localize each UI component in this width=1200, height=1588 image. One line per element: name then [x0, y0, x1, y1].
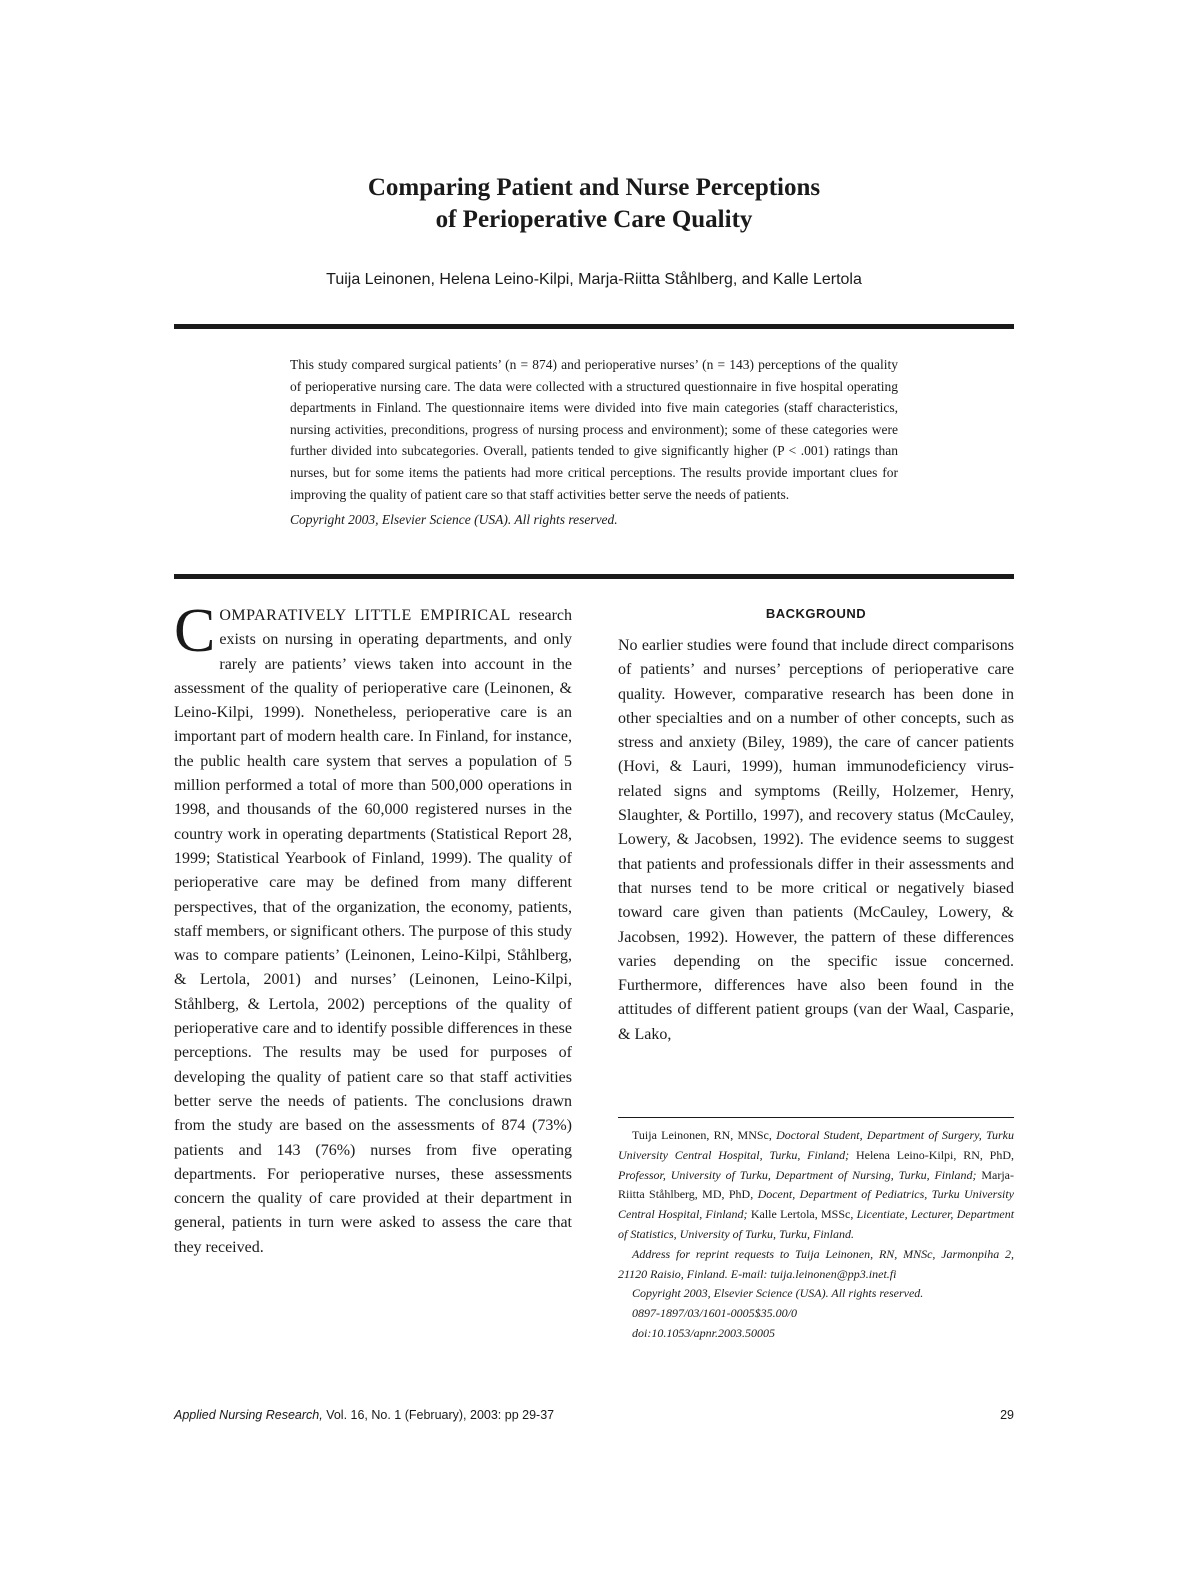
abstract-text: This study compared surgical patients’ (n = 874) and perioperative nurses’ (n = 143) perceptions of the quality of perioperative nursing care. The data were collected with a structured questionnaire in five hospital operating departments in Finland. The questionnaire items were divided into five main categories (staff characteristics, nursing activities, preconditions, progress of nursing process and environment); some of these categories were further divided into subcategories. Overall, patients tended to give significantly higher (P < .001) ratings than nurses, but for some items the patients had more critical perceptions. The results provide important clues for improving the quality of patient care so that staff activities better serve the needs of patients. [290, 357, 898, 502]
reprint-address: Address for reprint requests to Tuija Leinonen, RN, MNSc, Jarmonpiha 2, 21120 Raisio, Finland. E-mail: tuija.leinonen@pp3.inet.fi [618, 1246, 1014, 1281]
abstract [290, 354, 898, 531]
affil-1-role: Doctoral Student, Department of Surgery, Turku University Central Hospital, Turku, Finland; [618, 1128, 1015, 1162]
intro-text: research exists on nursing in operating departments, and only rarely are patients’ views taken into account in the assessment of the quality of perioperative care (Leinonen, & Leino-Kilpi, 1999). Nonetheless, perioperative care is an important part of modern health care. In Finland, for instance, the public health care system that serves a population of 5 million performed a total of more than 500,000 operations in 1998, and thousands of the 60,000 registered nurses in the country work in operating departments (Statistical Report 28, 1999; Statistical Yearbook of Finland, 1999). The quality of perioperative care may be defined from many different perspectives, that of the organization, the economy, patients, staff members, or significant others. The purpose of this study was to compare patients’ (Leinonen, Leino-Kilpi, Ståhlberg, & Lertola, 2001) and nurses’ (Leinonen, Leino-Kilpi, Ståhlberg, & Lertola, 2002) perceptions of the quality of perioperative care and to identify possible differences in these perceptions. The results may be used for purposes of developing the quality of patient care so that staff activities better serve the needs of patients. The conclusions drawn from the study are based on the assessments of 874 (73%) patients and 143 (76%) nurses from five operating departments. For perioperative nurses, these assessments concern the quality of care provided at their department in general, patients in turn were asked to assess the care that they received. [174, 607, 573, 1256]
background-paragraph: No earlier studies were found that include direct comparisons of patients’ and nurses’ perceptions of perioperative care quality. However, comparative research has been done in other specialties and on a number of other concepts, such as stress and anxiety (Biley, 1989), the care of cancer patients (Hovi, & Lauri, 1999), human immunodeficiency virus-related signs and symptoms (Reilly, Holzemer, Henry, Slaughter, & Portillo, 1997), and recovery status (McCauley, Lowery, & Jacobsen, 1992). The evidence seems to suggest that patients and professionals differ in their assessments and that nurses tend to be more critical or negatively biased toward care given than patients (McCauley, Lowery, & Jacobsen, 1992). However, the pattern of these differences varies depending on the specific issue concerned. Furthermore, differences have also been found in the attitudes of different patient groups (van der Waal, Casparie, & Lako, [618, 637, 1014, 1043]
footnote-copyright: Copyright 2003, Elsevier Science (USA). All rights reserved. [632, 1286, 924, 1301]
page-footer [174, 1406, 1014, 1424]
top-rule [174, 324, 1014, 329]
intro-paragraph [174, 597, 573, 1260]
abstract-bottom-rule [174, 574, 1014, 579]
affil-3-role: Docent, Department of Pediatrics, Turku University Central Hospital, Finland; [618, 1187, 1014, 1222]
intro-lead: OMPARATIVELY LITTLE EMPIRICAL [219, 607, 511, 624]
journal-name: Applied Nursing Research, [174, 1408, 323, 1422]
article-title [0, 172, 1188, 236]
doi-line: doi:10.1053/apnr.2003.50005 [632, 1325, 776, 1340]
affil-1-name: Tuija Leinonen, RN, MNSc, [632, 1128, 772, 1142]
author-footnote [618, 1126, 1014, 1344]
title-line-1: Comparing Patient and Nurse Perceptions [367, 174, 821, 201]
right-column [618, 604, 1014, 1047]
abstract-copyright: Copyright 2003, Elsevier Science (USA). All rights reserved. [290, 512, 618, 528]
author-list: Tuija Leinonen, Helena Leino-Kilpi, Marja-Riitta Ståhlberg, and Kalle Lertola [326, 271, 862, 288]
issn-line: 0897-1897/03/1601-0005$35.00/0 [632, 1306, 797, 1321]
affil-4-role: Licentiate, Lecturer, Department of Statistics, University of Turku, Turku, Finland. [618, 1207, 1015, 1241]
affil-2-name: Helena Leino-Kilpi, RN, PhD, [855, 1147, 1014, 1162]
drop-cap: C [174, 597, 216, 665]
section-heading-background: BACKGROUND [765, 606, 867, 621]
affil-2-role: Professor, University of Turku, Department of Nursing, Turku, Finland; [618, 1167, 977, 1182]
footnote-rule [618, 1117, 1014, 1118]
citation: Vol. 16, No. 1 (February), 2003: pp 29-37 [326, 1408, 555, 1422]
affil-3-name: Marja-Riitta Ståhlberg, MD, PhD, [618, 1167, 1015, 1202]
title-line-2: of Perioperative Care Quality [435, 206, 753, 233]
left-column [174, 597, 573, 1260]
page-number: 29 [1000, 1408, 1014, 1422]
affil-4-name: Kalle Lertola, MSSc, [750, 1207, 854, 1222]
affiliations [618, 1126, 1014, 1245]
